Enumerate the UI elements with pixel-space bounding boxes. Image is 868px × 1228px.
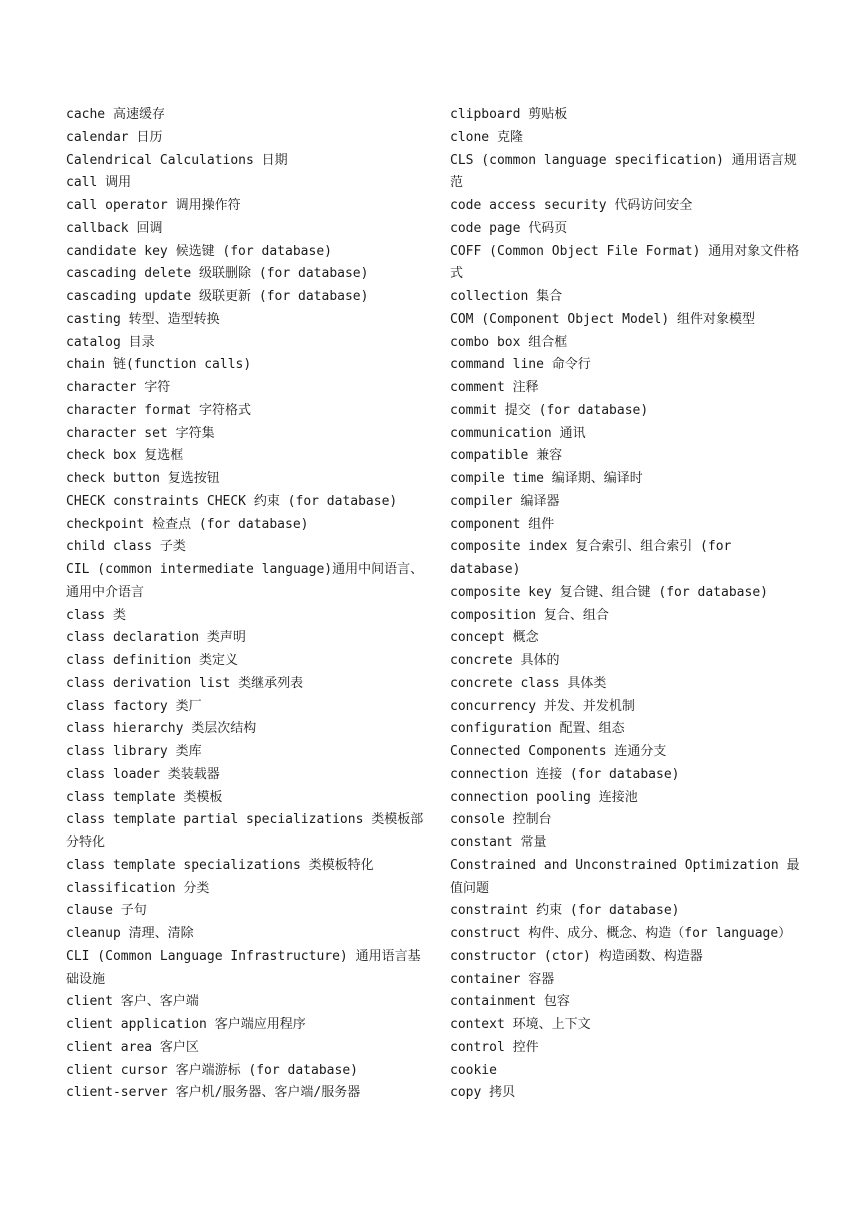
glossary-entry: connection pooling 连接池 xyxy=(450,789,638,805)
glossary-entry: character set 字符集 xyxy=(66,425,215,441)
glossary-entry: cascading update 级联更新 (for database) xyxy=(66,289,369,304)
glossary-entry: code page 代码页 xyxy=(450,220,568,236)
glossary-entry: class hierarchy 类层次结构 xyxy=(66,721,257,737)
glossary-entry: class definition 类定义 xyxy=(66,653,239,668)
glossary-entry: composition 复合、组合 xyxy=(450,607,609,623)
glossary-entry: containment 包容 xyxy=(450,994,570,1010)
glossary-entry: casting 转型、造型转换 xyxy=(66,311,220,327)
glossary-entry: collection 集合 xyxy=(450,289,563,304)
glossary-entry: COFF (Common Object File Format) 通用对象文件格式 xyxy=(450,243,800,282)
glossary-entry: constructor (ctor) 构造函数、构造器 xyxy=(450,948,703,964)
glossary-column-right xyxy=(450,104,802,1105)
glossary-entry: cleanup 清理、清除 xyxy=(66,926,194,941)
glossary-entry: compile time 编译期、编译时 xyxy=(450,471,643,486)
glossary-entry: client-server 客户机/服务器、客户端/服务器 xyxy=(66,1085,361,1101)
glossary-entry: control 控件 xyxy=(450,1039,539,1055)
glossary-entry: catalog 目录 xyxy=(66,334,155,350)
glossary-entry: constraint 约束 (for database) xyxy=(450,903,680,919)
glossary-entry: context 环境、上下文 xyxy=(450,1017,591,1032)
glossary-entry: constant 常量 xyxy=(450,835,547,850)
glossary-entry: client cursor 客户端游标 (for database) xyxy=(66,1062,358,1078)
glossary-entry: clause 子句 xyxy=(66,903,147,919)
glossary-entry: concurrency 并发、并发机制 xyxy=(450,698,635,714)
glossary-entry: cache 高速缓存 xyxy=(66,107,165,122)
glossary-entry: composite index 复合索引、组合索引 (for database) xyxy=(450,539,732,577)
glossary-entry: checkpoint 检查点 (for database) xyxy=(66,516,309,532)
glossary-entry: class template specializations 类模板特化 xyxy=(66,857,374,873)
glossary-entry: client area 客户区 xyxy=(66,1039,199,1055)
glossary-entry: Calendrical Calculations 日期 xyxy=(66,152,288,168)
glossary-entry: callback 回调 xyxy=(66,220,163,236)
glossary-entry: CLS (common language specification) 通用语言规范 xyxy=(450,152,797,191)
glossary-entry: classification 分类 xyxy=(66,880,210,896)
glossary-entry: compatible 兼容 xyxy=(450,448,563,464)
glossary-entry: child class 子类 xyxy=(66,539,186,555)
glossary-entry: call 调用 xyxy=(66,175,132,191)
glossary-entry: class declaration 类声明 xyxy=(66,630,246,646)
glossary-entry: cascading delete 级联删除 (for database) xyxy=(66,266,369,282)
glossary-entry: container 容器 xyxy=(450,971,555,987)
glossary-entry: class factory 类厂 xyxy=(66,698,202,714)
glossary-entry: compiler 编译器 xyxy=(450,493,560,509)
glossary-entry: clipboard 剪贴板 xyxy=(450,107,568,122)
glossary-entry: COM (Component Object Model) 组件对象模型 xyxy=(450,311,755,327)
glossary-entry: connection 连接 (for database) xyxy=(450,766,680,782)
glossary-entry: configuration 配置、组态 xyxy=(450,721,625,737)
glossary-entry: candidate key 候选键 (for database) xyxy=(66,243,332,259)
glossary-entry: composite key 复合键、组合键 (for database) xyxy=(450,584,768,600)
glossary-entry: commit 提交 (for database) xyxy=(450,402,649,418)
glossary-entry: character 字符 xyxy=(66,380,171,395)
glossary-entry: comment 注释 xyxy=(450,380,539,395)
glossary-entry: console 控制台 xyxy=(450,812,552,828)
glossary-entry: chain 链(function calls) xyxy=(66,357,252,373)
glossary-entry: check box 复选框 xyxy=(66,448,184,464)
glossary-entry: construct 构件、成分、概念、构造（for language） xyxy=(450,926,792,941)
glossary-entry: copy 拷贝 xyxy=(450,1085,516,1101)
glossary-entry: component 组件 xyxy=(450,516,555,532)
glossary-entry: calendar 日历 xyxy=(66,129,163,145)
glossary-entry: CLI (Common Language Infrastructure) 通用语言基础设施 xyxy=(66,948,421,987)
glossary-entry: concept 概念 xyxy=(450,630,539,646)
glossary-entry: character format 字符格式 xyxy=(66,402,252,418)
glossary-entry: cookie xyxy=(450,1062,497,1078)
glossary-column-left xyxy=(66,104,428,1105)
glossary-entry: combo box 组合框 xyxy=(450,334,568,350)
glossary-entry: class loader 类装载器 xyxy=(66,766,220,782)
glossary-entry: concrete 具体的 xyxy=(450,653,560,668)
glossary-entry: client application 客户端应用程序 xyxy=(66,1017,306,1032)
glossary-entry: Constrained and Unconstrained Optimization 最值问题 xyxy=(450,857,800,896)
glossary-entry: CIL (common intermediate language)通用中间语言、通用中介语言 xyxy=(66,562,424,600)
glossary-entry: class template 类模板 xyxy=(66,789,223,805)
glossary-entry: clone 克隆 xyxy=(450,129,523,145)
glossary-entry: class 类 xyxy=(66,607,126,623)
glossary-entry: client 客户、客户端 xyxy=(66,994,199,1010)
glossary-entry: call operator 调用操作符 xyxy=(66,198,241,213)
glossary-entry: Connected Components 连通分支 xyxy=(450,744,667,759)
glossary-entry: communication 通讯 xyxy=(450,425,586,441)
glossary-entry: check button 复选按钮 xyxy=(66,471,220,486)
glossary-entry: class template partial specializations 类模板部分特化 xyxy=(66,812,424,850)
glossary-entry: command line 命令行 xyxy=(450,357,591,373)
glossary-entry: concrete class 具体类 xyxy=(450,675,607,691)
glossary-entry: class derivation list 类继承列表 xyxy=(66,675,304,691)
glossary-entry: code access security 代码访问安全 xyxy=(450,198,693,213)
glossary-entry: CHECK constraints CHECK 约束 (for database) xyxy=(66,493,398,509)
glossary-entry: class library 类库 xyxy=(66,744,202,759)
